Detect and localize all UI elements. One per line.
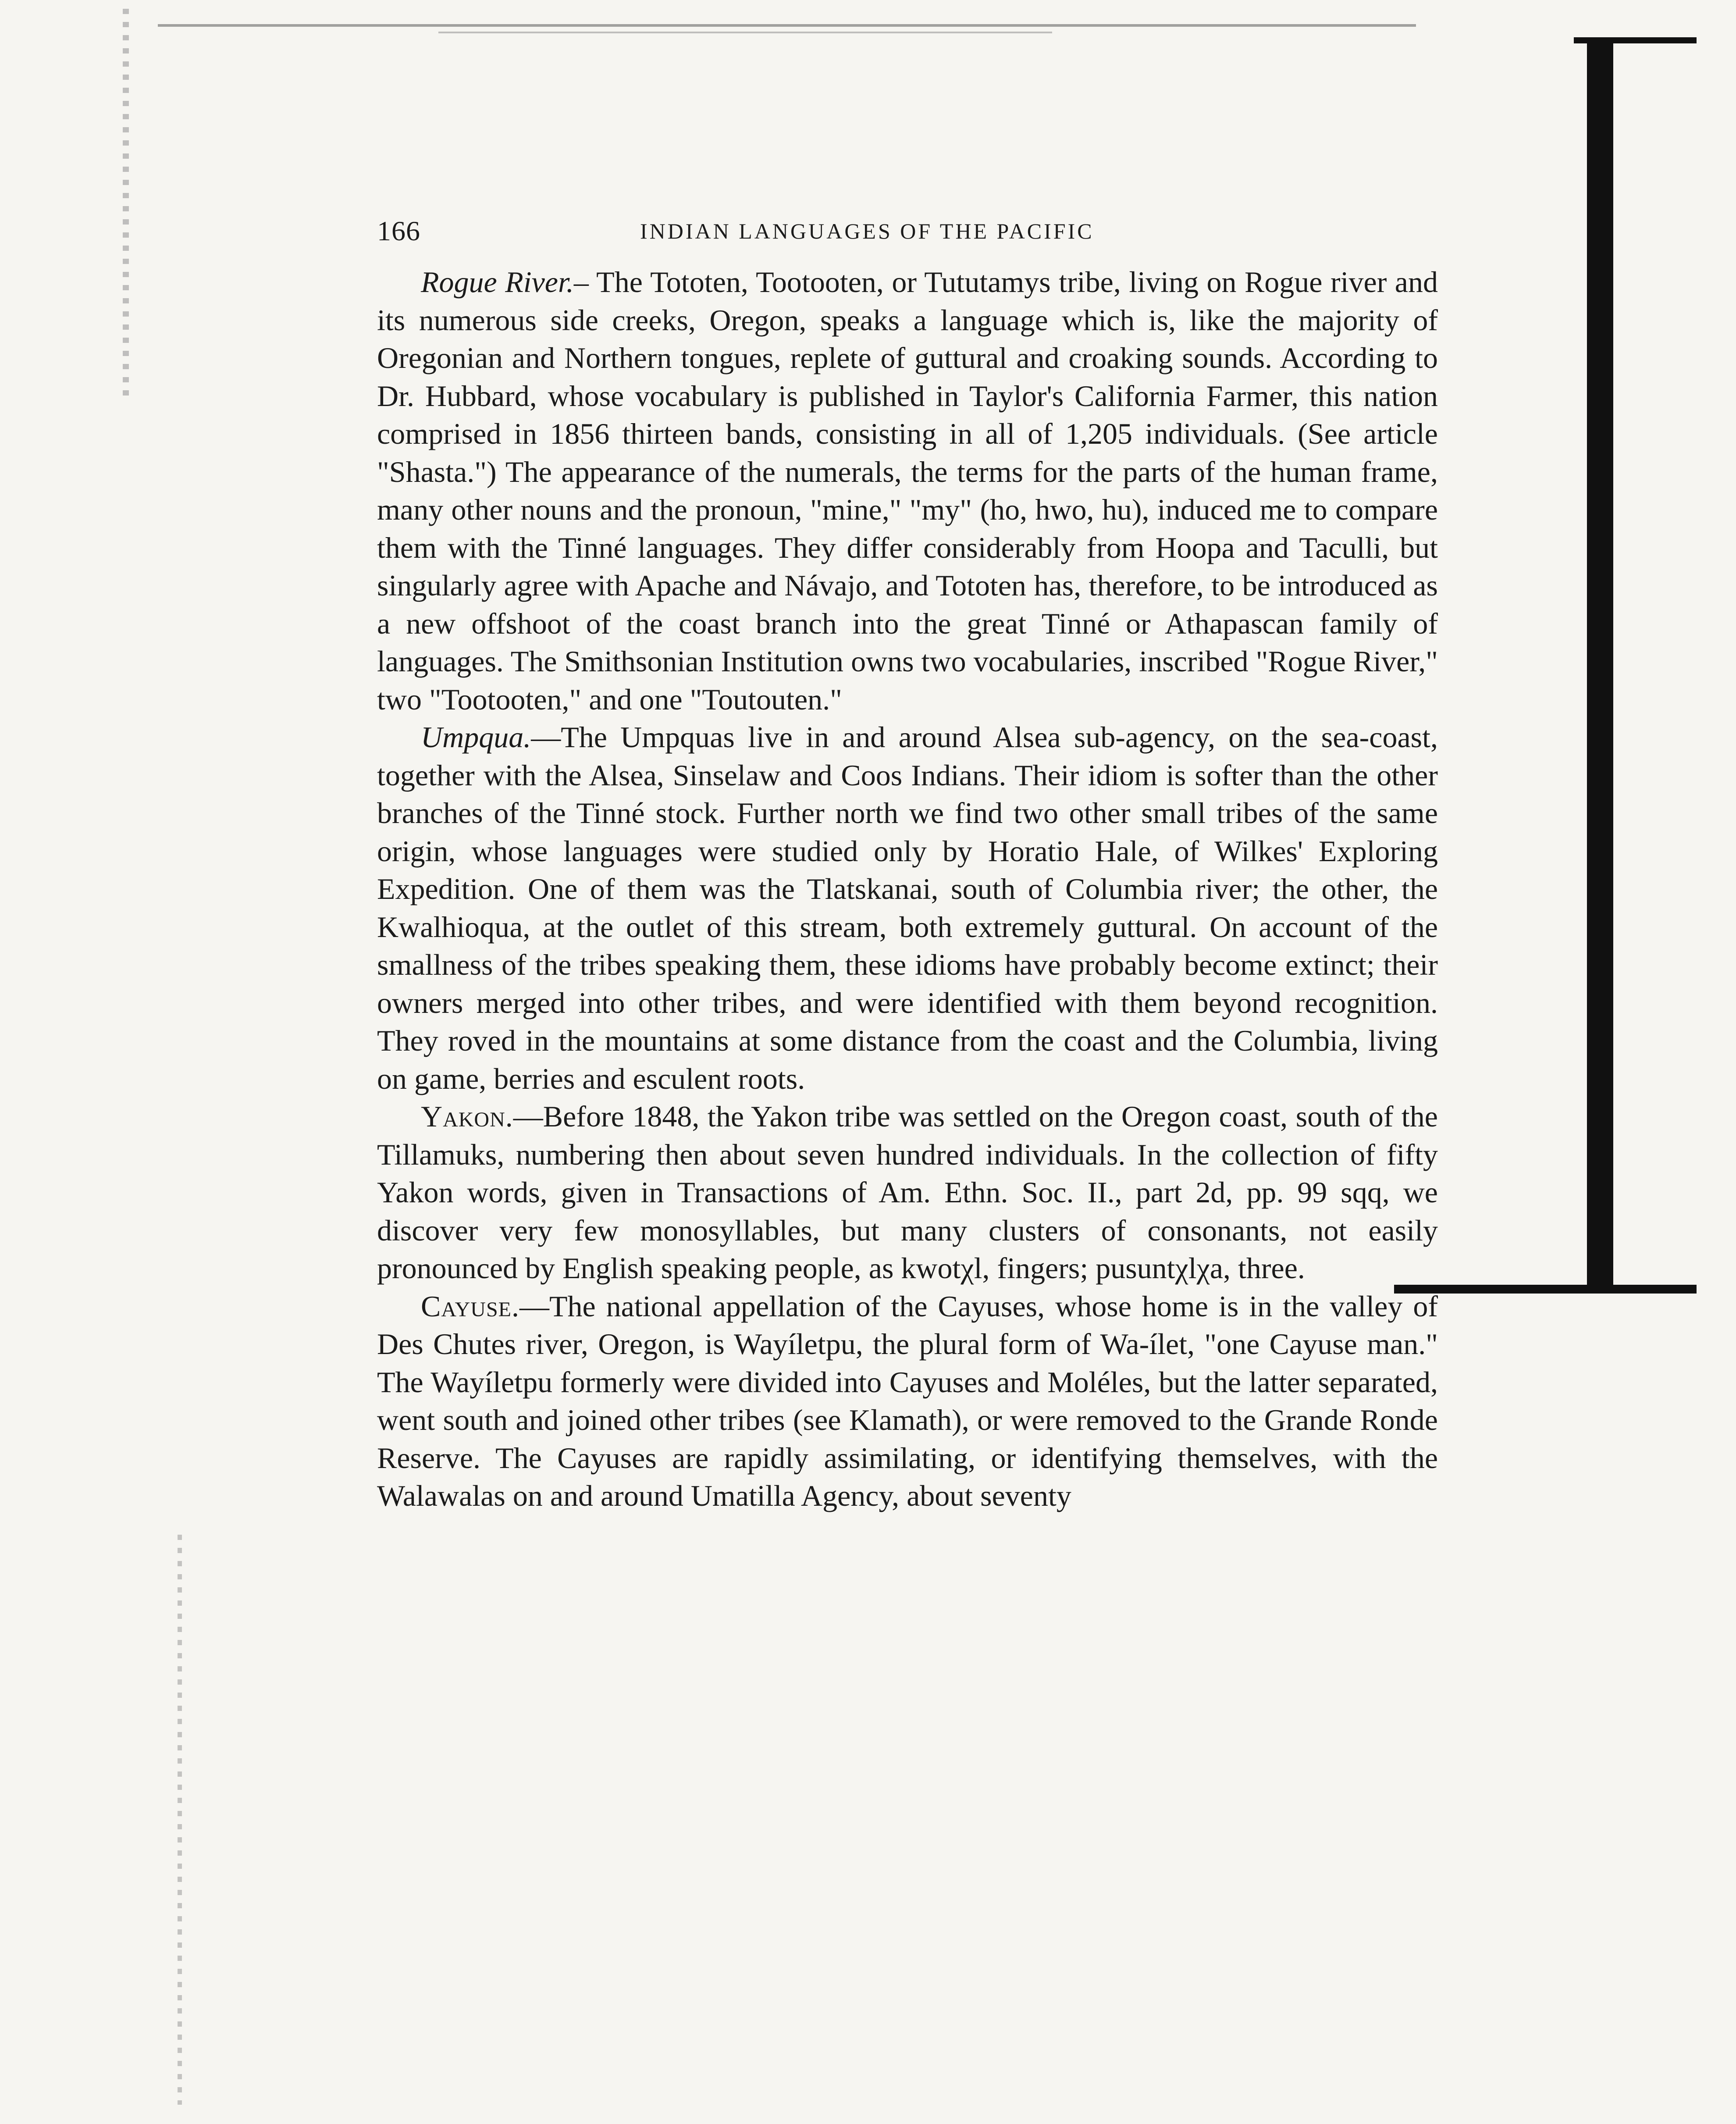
running-title: INDIAN LANGUAGES OF THE PACIFIC [640,219,1094,243]
paragraph-text: —The Umpquas live in and around Alsea sub-agency, on the sea-coast, together with the Alsea, Sinselaw and Coos Indians. Their idiom is softer than the other branches of the Tinné stock. Further north we find two other small tribes of the same origin, whose languages were studied only by Horatio Hale, of Wilkes' Exploring Expedition. One of them was the Tlatskanai, south of Columbia river; the other, the Kwalhioqua, at the outlet of this stream, both extremely guttural. On account of the smallness of the tribes speaking them, these idioms have probably become extinct; their owners merged into other tribes, and were identified with them beyond recognition. They roved in the mountains at some distance from the coast and the Columbia, living on game, berries and esculent roots. [377,720,1438,1095]
section-lead: Cayuse. [421,1289,519,1323]
binding-edge-mark-lower [178,1535,182,2105]
paragraph-text: – The Tototen, Tootooten, or Tututamys tribe, living on Rogue river and its numerous side creeks, Oregon, speaks a language which is, like the majority of Oregonian and Northern tongues, replete of guttural and croaking sounds. According to Dr. Hubbard, whose vocabulary is published in Taylor's California Farmer, this nation comprised in 1856 thirteen bands, consisting in all of 1,205 individuals. (See article "Shasta.") The appearance of the numerals, the terms for the parts of the human frame, many other nouns and the pronoun, "mine," "my" (ho, hwo, hu), induced me to compare them with the Tinné languages. They differ considerably from Hoopa and Taculli, but singularly agree with Apache and Návajo, and Tototen has, therefore, to be introduced as a new offshoot of the coast branch into the great Tinné or Athapascan family of languages. The Smithsonian Institution owns two vocabularies, inscribed "Rogue River," two "Tootooten," and one "Toutouten." [377,265,1438,716]
body-text [377,263,1438,1515]
book-spine-bar [1587,42,1613,1291]
paragraph-umpqua [377,718,1438,1098]
paragraph-rogue-river [377,263,1438,718]
paragraph-text: —Before 1848, the Yakon tribe was settled on the Oregon coast, south of the Tillamuks, numbering then about seven hundred individuals. In the collection of fifty Yakon words, given in Transactions of Am. Ethn. Soc. II., part 2d, pp. 99 sqq, we discover very few monosyllables, but many clusters of consonants, not easily pronounced by English speaking people, as kwotχl, fingers; pusuntχlχa, three. [377,1100,1438,1285]
page-header [377,215,1447,254]
top-rule-faint [438,32,1052,33]
top-rule [158,24,1416,27]
section-lead: Yakon. [421,1100,513,1133]
binding-edge-mark [123,9,129,403]
section-lead: Rogue River. [421,265,574,299]
spine-cap-bottom [1394,1285,1697,1294]
paragraph-text: —The national appellation of the Cayuses, whose home is in the valley of Des Chutes river, Oregon, is Wayíletpu, the plural form of Wa-ílet, "one Cayuse man." The Wayíletpu formerly were divided into Cayuses and Moléles, but the latter separated, went south and joined other tribes (see Klamath), or were removed to the Grande Ronde Reserve. The Cayuses are rapidly assimilating, or identifying themselves, with the Walawalas on and around Umatilla Agency, about seventy [377,1289,1438,1512]
paragraph-cayuse [377,1287,1438,1515]
paragraph-yakon [377,1098,1438,1287]
page-number: 166 [377,215,420,246]
section-lead: Umpqua. [421,720,531,754]
